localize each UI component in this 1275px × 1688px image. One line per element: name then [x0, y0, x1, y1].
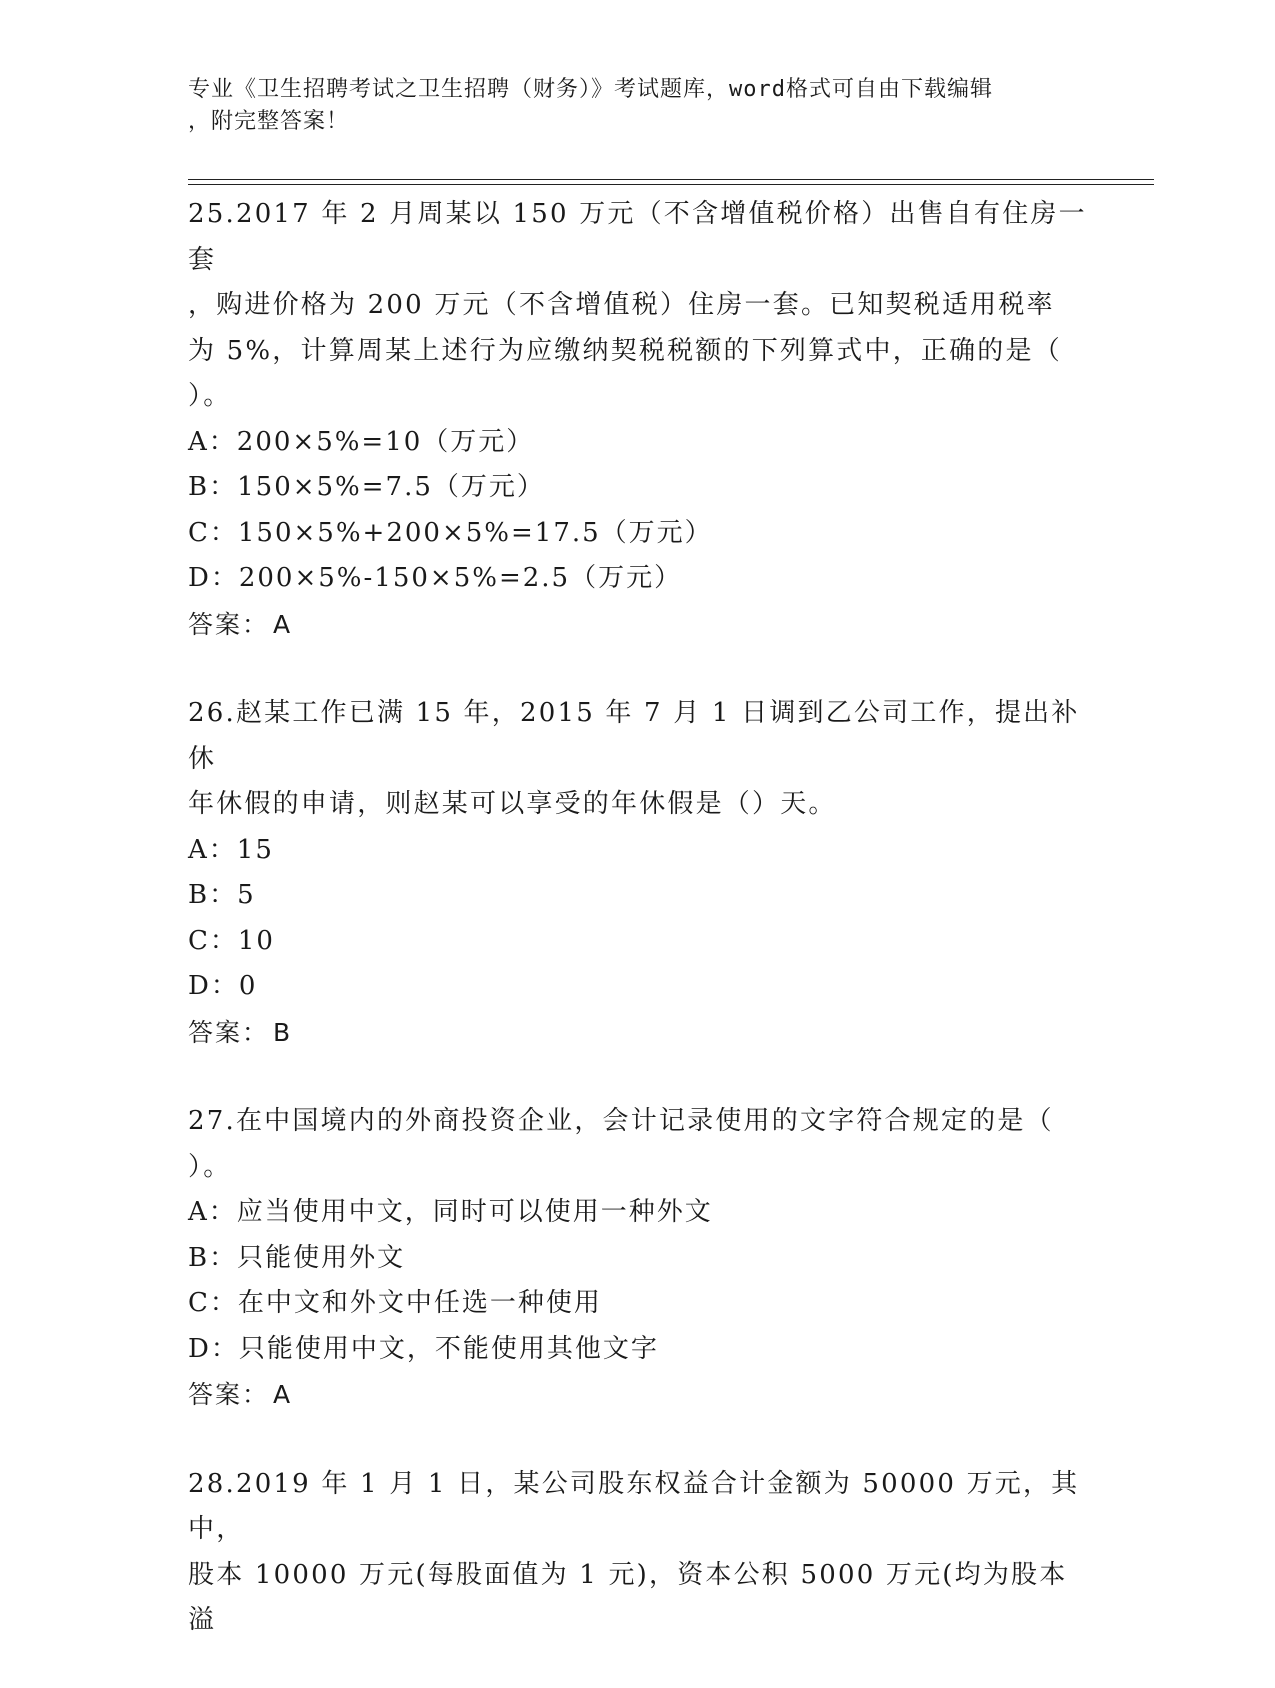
answer-value: A: [273, 609, 293, 639]
header-line-2: ，附完整答案！: [188, 109, 350, 134]
answer-value: A: [273, 1380, 293, 1409]
option-b: B：5: [188, 880, 256, 910]
option-d: D：0: [188, 971, 258, 1001]
question-text-line: 为 5%，计算周某上述行为应缴纳契税税额的下列算式中，正确的是（: [188, 335, 1062, 366]
question-text-line: 25.2017 年 2 月周某以 150 万元（不含增值税价格）出售自有住房一套: [188, 199, 1087, 275]
question-text-line: 年休假的申请，则赵某可以享受的年休假是（）天。: [188, 789, 837, 819]
option-a: A：应当使用中文，同时可以使用一种外文: [188, 1197, 713, 1227]
answer-label: 答案：: [188, 609, 270, 639]
header-divider-bottom: [188, 184, 1154, 185]
header-line-1: 专业《卫生招聘考试之卫生招聘（财务）》考试题库，word格式可自由下载编辑: [188, 77, 993, 102]
question-text-line: ，购进价格为 200 万元（不含增值税）住房一套。已知契税适用税率: [188, 290, 1055, 320]
answer-line: [188, 602, 1088, 648]
question-text-line: ）。: [188, 1151, 232, 1182]
question-text-line: ）。: [188, 381, 232, 411]
option-a: A：200×5%=10（万元）: [188, 426, 535, 457]
question-28: [188, 1462, 1088, 1644]
answer-label: 答案：: [188, 1017, 270, 1047]
document-header: [188, 74, 1068, 138]
question-26: [188, 691, 1088, 1055]
option-b: B：150×5%=7.5（万元）: [188, 472, 545, 502]
question-list: [188, 192, 1088, 1688]
question-27: [188, 1099, 1088, 1418]
option-d: D：只能使用中文，不能使用其他文字: [188, 1333, 659, 1364]
answer-line: [188, 1010, 1088, 1056]
option-c: C：150×5%+200×5%=17.5（万元）: [188, 517, 713, 548]
answer-value: B: [273, 1017, 293, 1047]
question-text-line: 26.赵某工作已满 15 年，2015 年 7 月 1 日调到乙公司工作，提出补休: [188, 698, 1080, 774]
option-d: D：200×5%-150×5%=2.5（万元）: [188, 563, 683, 593]
question-text-line: 28.2019 年 1 月 1 日，某公司股东权益合计金额为 50000 万元，其中，: [188, 1468, 1080, 1544]
answer-label: 答案：: [188, 1380, 270, 1409]
option-b: B：只能使用外文: [188, 1242, 406, 1273]
option-c: C：在中文和外文中任选一种使用: [188, 1288, 602, 1318]
question-25: [188, 192, 1088, 647]
header-divider-top: [188, 179, 1154, 180]
answer-line: [188, 1372, 1088, 1418]
option-c: C：10: [188, 925, 275, 956]
question-text-line: 股本 10000 万元(每股面值为 1 元)，资本公积 5000 万元(均为股本溢: [188, 1559, 1068, 1635]
question-text-line: 27.在中国境内的外商投资企业，会计记录使用的文字符合规定的是（: [188, 1106, 1054, 1136]
option-a: A：15: [188, 834, 274, 865]
